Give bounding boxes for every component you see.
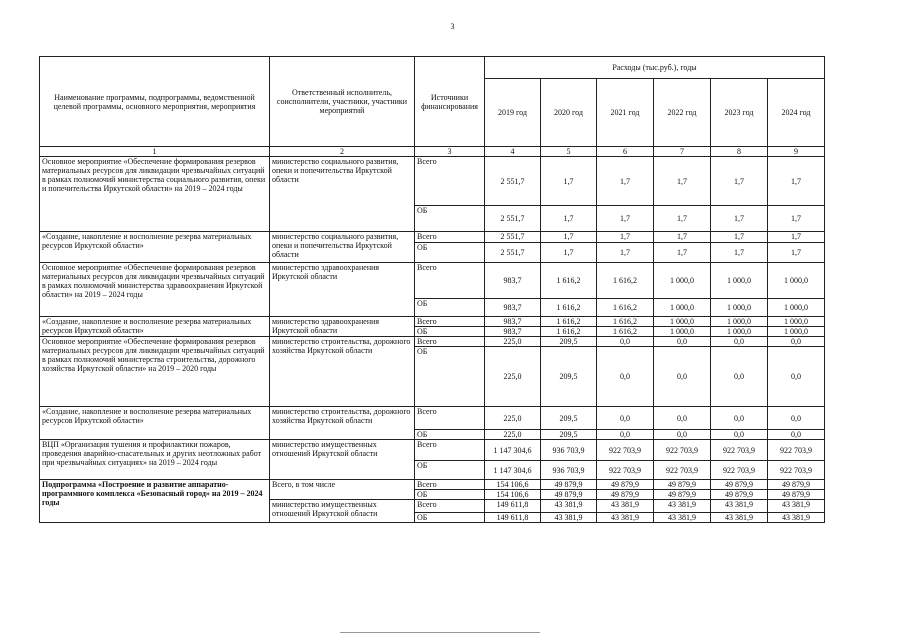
- expense-value: 0,0: [654, 430, 711, 440]
- expense-value: 225,0: [485, 430, 541, 440]
- expense-value: 49 879,9: [768, 480, 825, 490]
- expense-value: 209,5: [541, 337, 597, 347]
- expense-value: 0,0: [711, 337, 768, 347]
- header-year: 2024 год: [768, 79, 825, 147]
- table-row: [40, 317, 825, 327]
- executor: министерство строительства, дорожного хозяйства Иркутской области: [270, 407, 415, 440]
- table-row: [40, 157, 825, 206]
- expense-value: 43 381,9: [768, 513, 825, 523]
- expense-value: 1,7: [654, 206, 711, 232]
- expense-value: 1 616,2: [541, 299, 597, 317]
- expense-value: 43 381,9: [541, 513, 597, 523]
- expense-value: 1,7: [768, 157, 825, 206]
- funding-source: Всего: [415, 157, 485, 206]
- expense-value: 49 879,9: [597, 480, 654, 490]
- header-expenses: Расходы (тыс.руб.), годы: [485, 57, 825, 79]
- expense-value: 1 000,0: [711, 327, 768, 337]
- expense-value: 1 000,0: [711, 299, 768, 317]
- subprogram-name: Подпрограмма «Построение и развитие аппаратно-программного комплекса «Безопасный город» на 2019 – 2024 годы: [40, 480, 270, 523]
- expense-value: 922 703,9: [597, 461, 654, 480]
- col-number: 1: [40, 147, 270, 157]
- expense-value: 1 616,2: [541, 317, 597, 327]
- expense-value: 922 703,9: [654, 461, 711, 480]
- table-row: [40, 232, 825, 243]
- expense-value: 1,7: [711, 243, 768, 263]
- header-year: 2019 год: [485, 79, 541, 147]
- expense-value: 1 147 304,6: [485, 461, 541, 480]
- funding-source: ОБ: [415, 430, 485, 440]
- expense-value: 1,7: [597, 232, 654, 243]
- expense-value: 0,0: [711, 347, 768, 407]
- expense-value: 225,0: [485, 347, 541, 407]
- expense-value: 1,7: [768, 206, 825, 232]
- expense-value: 49 879,9: [541, 480, 597, 490]
- expenses-table: [39, 56, 825, 523]
- expense-value: 49 879,9: [711, 480, 768, 490]
- col-number: 5: [541, 147, 597, 157]
- expense-value: 922 703,9: [597, 440, 654, 461]
- header-year: 2023 год: [711, 79, 768, 147]
- expense-value: 1,7: [597, 157, 654, 206]
- program-name: Основное мероприятие «Обеспечение формирования резервов материальных ресурсов для ликвидации чрезвычайных ситуаций в рамках полномочий министерства социального развития, опеки и попечительства Иркутской области» на 2019 – 2024 годы: [40, 157, 270, 232]
- expense-value: 1,7: [768, 243, 825, 263]
- expense-value: 1 616,2: [541, 327, 597, 337]
- expense-value: 922 703,9: [654, 440, 711, 461]
- expense-value: 1,7: [654, 157, 711, 206]
- page-number: 3: [450, 22, 455, 31]
- expense-value: 49 879,9: [654, 490, 711, 500]
- funding-source: Всего: [415, 500, 485, 513]
- program-name: ВЦП «Организация тушения и профилактики пожаров, проведения аварийно-спасательных и других неотложных работ при чрезвычайных ситуациях» на 2019 – 2024 годы: [40, 440, 270, 480]
- expense-value: 983,7: [485, 299, 541, 317]
- expense-value: 1,7: [541, 157, 597, 206]
- expense-value: 2 551,7: [485, 232, 541, 243]
- expense-value: 149 611,8: [485, 513, 541, 523]
- header-year: 2022 год: [654, 79, 711, 147]
- expense-value: 1 000,0: [768, 263, 825, 299]
- expense-value: 1,7: [711, 232, 768, 243]
- expense-value: 0,0: [597, 407, 654, 430]
- executor: министерство социального развития, опеки и попечительства Иркутской области: [270, 232, 415, 263]
- expense-value: 0,0: [654, 407, 711, 430]
- header-year: 2021 год: [597, 79, 654, 147]
- funding-source: Всего: [415, 480, 485, 490]
- expense-value: 1,7: [541, 206, 597, 232]
- executor: министерство строительства, дорожного хозяйства Иркутской области: [270, 337, 415, 407]
- expense-value: 0,0: [711, 407, 768, 430]
- expense-value: 1 000,0: [768, 317, 825, 327]
- expense-value: 149 611,8: [485, 500, 541, 513]
- expense-value: 1 000,0: [768, 299, 825, 317]
- funding-source: Всего: [415, 337, 485, 347]
- expense-value: 0,0: [597, 430, 654, 440]
- expense-value: 0,0: [768, 407, 825, 430]
- col-number: 3: [415, 147, 485, 157]
- expense-value: 1,7: [541, 243, 597, 263]
- expense-value: 1 616,2: [597, 263, 654, 299]
- funding-source: ОБ: [415, 347, 485, 407]
- expense-value: 43 381,9: [711, 513, 768, 523]
- table-row: [40, 263, 825, 299]
- funding-source: ОБ: [415, 461, 485, 480]
- expense-value: 1 000,0: [711, 317, 768, 327]
- expense-value: 0,0: [768, 337, 825, 347]
- expense-value: 2 551,7: [485, 243, 541, 263]
- expense-value: 1,7: [654, 232, 711, 243]
- expense-value: 154 106,6: [485, 490, 541, 500]
- table-row: [40, 440, 825, 461]
- scan-mark: [340, 632, 540, 636]
- funding-source: Всего: [415, 263, 485, 299]
- expense-value: 983,7: [485, 317, 541, 327]
- funding-source: ОБ: [415, 299, 485, 317]
- col-number: 2: [270, 147, 415, 157]
- table-row: [40, 337, 825, 347]
- expense-value: 225,0: [485, 407, 541, 430]
- expense-value: 49 879,9: [654, 480, 711, 490]
- expense-value: 1,7: [654, 243, 711, 263]
- funding-source: ОБ: [415, 490, 485, 500]
- table-row: [40, 480, 825, 490]
- expense-value: 1,7: [711, 206, 768, 232]
- program-name: Основное мероприятие «Обеспечение формирования резервов материальных ресурсов для ликвидации чрезвычайных ситуаций в рамках полномочий министерства строительства, дорожного хозяйства Иркутской области» на 2019 – 2020 годы: [40, 337, 270, 407]
- expense-value: 43 381,9: [541, 500, 597, 513]
- funding-source: Всего: [415, 317, 485, 327]
- header-name: Наименование программы, подпрограммы, ведомственной целевой программы, основного мероприятия, мероприятия: [40, 57, 270, 147]
- expense-value: 49 879,9: [541, 490, 597, 500]
- table-row: [40, 407, 825, 430]
- expense-value: 1 000,0: [654, 263, 711, 299]
- expense-value: 1 616,2: [597, 299, 654, 317]
- header-year: 2020 год: [541, 79, 597, 147]
- col-number: 4: [485, 147, 541, 157]
- expense-value: 43 381,9: [654, 513, 711, 523]
- expense-value: 49 879,9: [597, 490, 654, 500]
- expense-value: 0,0: [597, 337, 654, 347]
- col-number: 6: [597, 147, 654, 157]
- expense-value: 0,0: [654, 337, 711, 347]
- executor: министерство здравоохранения Иркутской области: [270, 263, 415, 317]
- expense-value: 43 381,9: [654, 500, 711, 513]
- program-name: «Создание, накопление и восполнение резерва материальных ресурсов Иркутской области»: [40, 407, 270, 440]
- expense-value: 1,7: [711, 157, 768, 206]
- header-executor: Ответственный исполнитель, соисполнители, участники, участники мероприятий: [270, 57, 415, 147]
- expense-value: 1,7: [768, 232, 825, 243]
- expense-value: 1 616,2: [597, 327, 654, 337]
- expense-value: 936 703,9: [541, 440, 597, 461]
- funding-source: ОБ: [415, 206, 485, 232]
- expense-value: 2 551,7: [485, 206, 541, 232]
- expense-value: 43 381,9: [711, 500, 768, 513]
- expense-value: 1 000,0: [654, 317, 711, 327]
- col-number: 7: [654, 147, 711, 157]
- expense-value: 2 551,7: [485, 157, 541, 206]
- expense-value: 1 616,2: [541, 263, 597, 299]
- expense-value: 43 381,9: [597, 513, 654, 523]
- expense-value: 0,0: [768, 347, 825, 407]
- expense-value: 1,7: [597, 243, 654, 263]
- funding-source: Всего: [415, 232, 485, 243]
- expense-value: 209,5: [541, 347, 597, 407]
- expense-value: 154 106,6: [485, 480, 541, 490]
- executor: министерство имущественных отношений Иркутской области: [270, 440, 415, 480]
- expense-value: 1 000,0: [654, 327, 711, 337]
- executor-total: Всего, в том числе: [270, 480, 415, 500]
- expense-value: 1,7: [541, 232, 597, 243]
- expense-value: 1,7: [597, 206, 654, 232]
- executor: министерство имущественных отношений Иркутской области: [270, 500, 415, 523]
- funding-source: ОБ: [415, 513, 485, 523]
- expense-value: 209,5: [541, 407, 597, 430]
- funding-source: ОБ: [415, 243, 485, 263]
- header-source: Источники финансирования: [415, 57, 485, 147]
- expense-value: 922 703,9: [711, 461, 768, 480]
- funding-source: Всего: [415, 407, 485, 430]
- expense-value: 49 879,9: [768, 490, 825, 500]
- expense-value: 922 703,9: [768, 440, 825, 461]
- program-name: Основное мероприятие «Обеспечение формирования резервов материальных ресурсов для ликвидации чрезвычайных ситуаций в рамках полномочий министерства здравоохранения Иркутской области» на 2019 – 2024 годы: [40, 263, 270, 317]
- expense-value: 922 703,9: [768, 461, 825, 480]
- executor: министерство здравоохранения Иркутской области: [270, 317, 415, 337]
- expense-value: 209,5: [541, 430, 597, 440]
- col-number: 9: [768, 147, 825, 157]
- expense-value: 49 879,9: [711, 490, 768, 500]
- expense-value: 43 381,9: [768, 500, 825, 513]
- expense-value: 0,0: [768, 430, 825, 440]
- expense-value: 936 703,9: [541, 461, 597, 480]
- expense-value: 1 000,0: [654, 299, 711, 317]
- program-name: «Создание, накопление и восполнение резерва материальных ресурсов Иркутской области»: [40, 317, 270, 337]
- funding-source: Всего: [415, 440, 485, 461]
- expense-value: 225,0: [485, 337, 541, 347]
- funding-source: ОБ: [415, 327, 485, 337]
- expense-value: 983,7: [485, 263, 541, 299]
- expense-value: 43 381,9: [597, 500, 654, 513]
- expense-value: 1 616,2: [597, 317, 654, 327]
- expense-value: 1 000,0: [768, 327, 825, 337]
- expense-value: 0,0: [711, 430, 768, 440]
- expense-value: 983,7: [485, 327, 541, 337]
- expense-value: 1 000,0: [711, 263, 768, 299]
- expense-value: 922 703,9: [711, 440, 768, 461]
- program-name: «Создание, накопление и восполнение резерва материальных ресурсов Иркутской области»: [40, 232, 270, 263]
- expense-value: 0,0: [597, 347, 654, 407]
- expense-value: 0,0: [654, 347, 711, 407]
- expense-value: 1 147 304,6: [485, 440, 541, 461]
- executor: министерство социального развития, опеки и попечительства Иркутской области: [270, 157, 415, 232]
- col-number: 8: [711, 147, 768, 157]
